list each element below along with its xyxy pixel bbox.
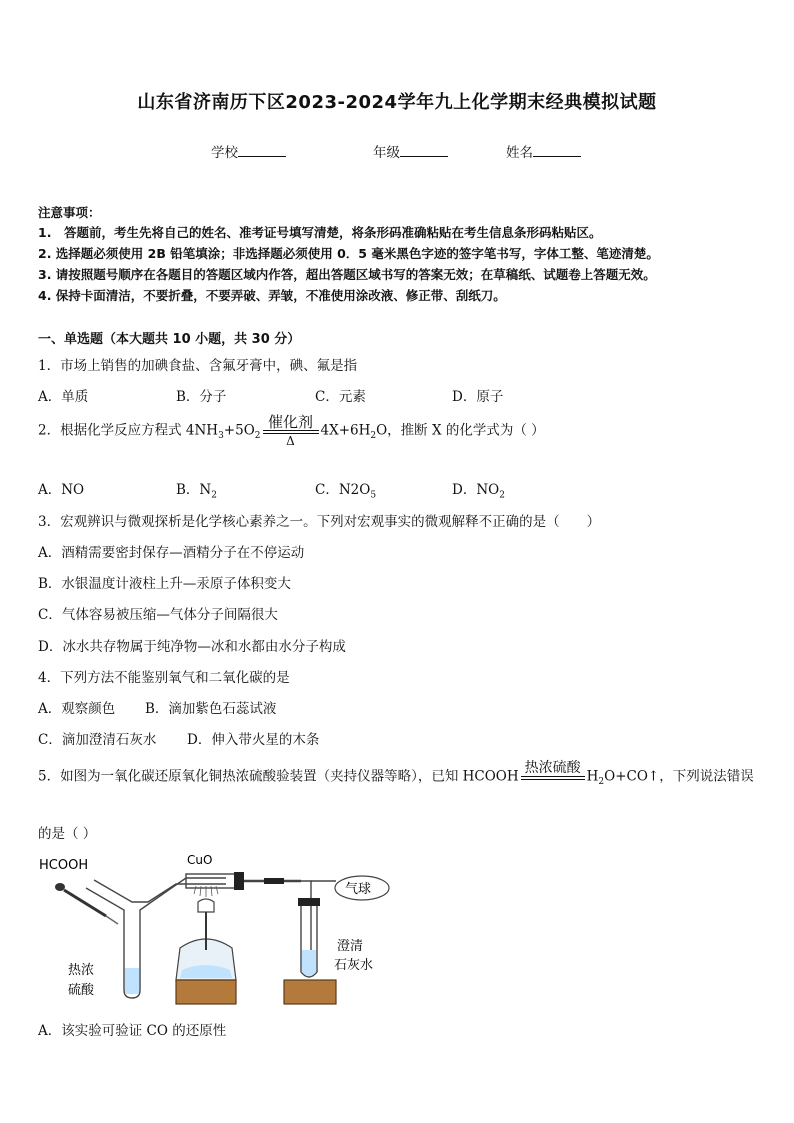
balloon-label: 气球 bbox=[345, 882, 372, 897]
acid-label-2: 硫酸 bbox=[68, 983, 95, 998]
school-blank[interactable] bbox=[238, 144, 286, 157]
name-blank[interactable] bbox=[533, 144, 581, 157]
page-title: 山东省济南历下区2023-2024学年九上化学期末经典模拟试题 bbox=[137, 92, 657, 113]
q4-stem: 4．下列方法不能鉴别氧气和二氧化碳的是 bbox=[38, 670, 290, 686]
limewater-label-1: 澄清 bbox=[337, 939, 364, 954]
q5-option-a[interactable]: A．该实验可验证 CO 的还原性 bbox=[38, 1023, 227, 1039]
school-label: 学校 bbox=[211, 145, 238, 161]
apparatus-diagram bbox=[36, 850, 396, 1010]
tube-stand bbox=[284, 980, 336, 1004]
q1-option-a[interactable]: A．单质 bbox=[38, 389, 89, 405]
acid-liquid bbox=[125, 968, 139, 994]
q1-stem: 1．市场上销售的加碘食盐、含氟牙膏中，碘、氟是指 bbox=[38, 358, 358, 374]
q2-option-c[interactable]: C．$N2O_5$ bbox=[315, 482, 377, 501]
name-label: 姓名 bbox=[506, 145, 533, 161]
reaction-tube bbox=[186, 874, 236, 888]
q2-option-d[interactable]: D．$NO_2$ bbox=[452, 482, 505, 501]
q4-option-b[interactable]: B．滴加紫色石蕊试液 bbox=[145, 701, 277, 717]
acid-label-1: 热浓 bbox=[68, 963, 95, 978]
q1-option-c[interactable]: C．元素 bbox=[315, 389, 366, 405]
q4-option-c[interactable]: C．滴加澄清石灰水 bbox=[38, 732, 157, 748]
limewater-tube bbox=[298, 898, 320, 977]
q1-option-b[interactable]: B．分子 bbox=[176, 389, 227, 405]
grade-field bbox=[373, 141, 448, 161]
q2-condition: 催化剂 Δ bbox=[263, 414, 319, 448]
school-field bbox=[211, 141, 286, 161]
notes-item-2: 2. 选择题必须使用 2B 铅笔填涂；非选择题必须使用 0．5 毫米黑色字迹的签字笔书写，字体工整、笔迹清楚。 bbox=[38, 246, 659, 261]
notes-item-3: 3. 请按照题号顺序在各题目的答题区域内作答，超出答题区域书写的答案无效；在草稿纸、试题卷上答题无效。 bbox=[38, 267, 656, 282]
q5-stem: 5．如图为一氧化碳还原氧化铜热浓硫酸验装置（夹持仪器等略），已知 HCOOH 热浓硫酸 $H_2O+CO↑$，下列说法错误 bbox=[38, 760, 754, 794]
q5-stem-line2: 的是（ ） bbox=[38, 826, 97, 842]
q3-stem: 3．宏观辨识与微观探析是化学核心素养之一。下列对宏观事实的微观解释不正确的是（ ） bbox=[38, 514, 601, 530]
alcohol-lamp bbox=[176, 899, 236, 980]
q2-option-a[interactable]: A．NO bbox=[38, 482, 85, 498]
stopper bbox=[234, 872, 244, 890]
q2-option-b[interactable]: B．$N_2$ bbox=[176, 482, 217, 501]
notes-item-4: 4. 保持卡面清洁，不要折叠，不要弄破、弄皱，不准使用涂改液、修正带、刮纸刀。 bbox=[38, 288, 506, 303]
notes-heading: 注意事项： bbox=[38, 205, 101, 220]
hcooh-label: HCOOH bbox=[39, 858, 89, 873]
name-field bbox=[506, 141, 581, 161]
lamp-stand bbox=[176, 980, 236, 1004]
q4-option-a[interactable]: A．观察颜色 bbox=[38, 701, 116, 717]
section-heading: 一、单选题（本大题共 10 小题，共 30 分） bbox=[38, 332, 301, 347]
notes-item-1: 1. 答题前，考生先将自己的姓名、准考证号填写清楚，将条形码准确粘贴在考生信息条形码粘贴区。 bbox=[38, 225, 602, 240]
grade-label: 年级 bbox=[373, 145, 400, 161]
cuo-label: CuO bbox=[187, 853, 213, 867]
q1-option-d[interactable]: D．原子 bbox=[452, 389, 504, 405]
q4-option-d[interactable]: D．伸入带火星的木条 bbox=[187, 732, 320, 748]
q2-stem: 2．根据化学反应方程式 $4NH_3+5O_2$ 催化剂 Δ $4X+6H_2O$，推断 X 的化学式为（ ） bbox=[38, 413, 545, 448]
q3-option-d[interactable]: D．冰水共存物属于纯净物—冰和水都由水分子构成 bbox=[38, 639, 346, 655]
q3-option-c[interactable]: C．气体容易被压缩—气体分子间隔很大 bbox=[38, 607, 278, 623]
q5-condition: 热浓硫酸 bbox=[521, 760, 585, 794]
connector-tube bbox=[244, 878, 336, 960]
q3-option-a[interactable]: A．酒精需要密封保存—酒精分子在不停运动 bbox=[38, 545, 305, 561]
q3-option-b[interactable]: B．水银温度计液柱上升—汞原子体积变大 bbox=[38, 576, 291, 592]
grade-blank[interactable] bbox=[400, 144, 448, 157]
limewater-label-2: 石灰水 bbox=[334, 958, 374, 973]
